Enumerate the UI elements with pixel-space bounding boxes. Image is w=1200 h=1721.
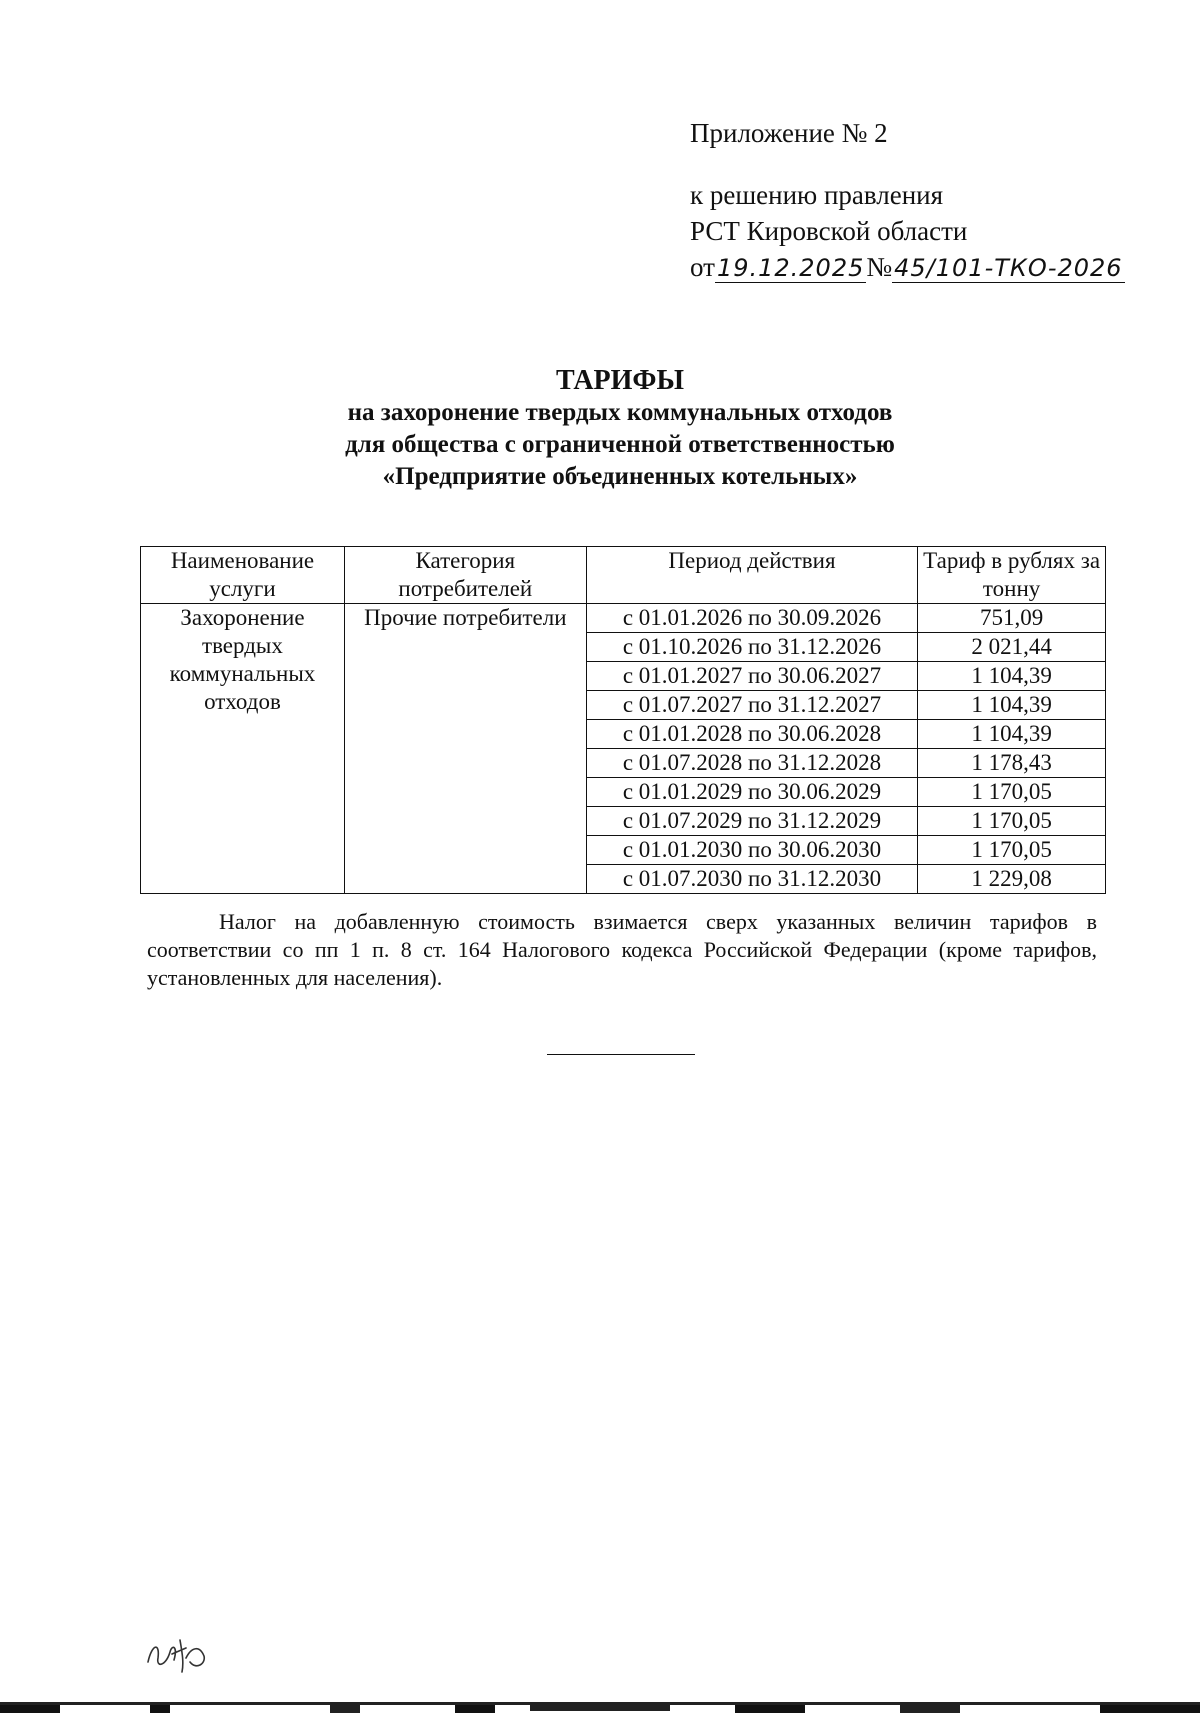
header-service: Наименование услуги <box>141 547 345 604</box>
tariff-cell: 1 170,05 <box>918 807 1106 836</box>
tariff-cell: 1 104,39 <box>918 691 1106 720</box>
period-cell: с 01.07.2029 по 31.12.2029 <box>586 807 918 836</box>
appendix-number: Приложение № 2 <box>690 118 888 148</box>
date-prefix: от <box>690 252 715 282</box>
tariff-table <box>140 546 1106 894</box>
service-cell: Захоронение твердых коммунальных отходов <box>141 604 345 894</box>
title-line-3: для общества с ограниченной ответственностью <box>345 431 895 458</box>
tariff-cell: 2 021,44 <box>918 633 1106 662</box>
scan-edge-strip <box>0 1700 1200 1714</box>
period-cell: с 01.10.2026 по 31.12.2026 <box>586 633 918 662</box>
tariff-cell: 1 229,08 <box>918 865 1106 894</box>
decision-number: 45/101-ТКО-2026 <box>894 254 1123 282</box>
tariff-cell: 1 104,39 <box>918 720 1106 749</box>
title-line-4: «Предприятие объединенных котельных» <box>382 463 858 490</box>
end-divider <box>547 1054 695 1055</box>
header-tariff: Тариф в рублях за тонну <box>918 547 1106 604</box>
appendix-date-line <box>690 249 1125 286</box>
vat-note: Налог на добавленную стоимость взимается сверх указанных величин тарифов в соответствии со пп 1 п. 8 ст. 164 Налогового кодекса Российской Федерации (кроме тарифов, установленных для населения). <box>147 909 1097 990</box>
appendix-line-2: РСТ Кировской области <box>690 216 968 246</box>
tariff-cell: 1 104,39 <box>918 662 1106 691</box>
number-prefix: № <box>866 252 893 282</box>
tariff-cell: 1 170,05 <box>918 778 1106 807</box>
category-cell: Прочие потребители <box>344 604 586 894</box>
period-cell: с 01.01.2027 по 30.06.2027 <box>586 662 918 691</box>
tariff-cell: 751,09 <box>918 604 1106 633</box>
document-title <box>0 365 1200 493</box>
tariff-cell: 1 178,43 <box>918 749 1106 778</box>
period-cell: с 01.07.2028 по 31.12.2028 <box>586 749 918 778</box>
appendix-line-1: к решению правления <box>690 180 944 210</box>
appendix-header <box>690 115 1125 286</box>
title-main: ТАРИФЫ <box>556 365 684 396</box>
handwritten-initials <box>142 1632 212 1676</box>
period-cell: с 01.01.2028 по 30.06.2028 <box>586 720 918 749</box>
period-cell: с 01.01.2026 по 30.09.2026 <box>586 604 918 633</box>
header-category: Категория потребителей <box>344 547 586 604</box>
header-period: Период действия <box>586 547 918 604</box>
table-header-row <box>141 547 1106 604</box>
period-cell: с 01.01.2030 по 30.06.2030 <box>586 836 918 865</box>
period-cell: с 01.07.2030 по 31.12.2030 <box>586 865 918 894</box>
period-cell: с 01.01.2029 по 30.06.2029 <box>586 778 918 807</box>
title-line-2: на захоронение твердых коммунальных отходов <box>347 399 893 426</box>
table-row <box>141 604 1106 633</box>
tariff-cell: 1 170,05 <box>918 836 1106 865</box>
period-cell: с 01.07.2027 по 31.12.2027 <box>586 691 918 720</box>
decision-date: 19.12.2025 <box>716 254 865 282</box>
